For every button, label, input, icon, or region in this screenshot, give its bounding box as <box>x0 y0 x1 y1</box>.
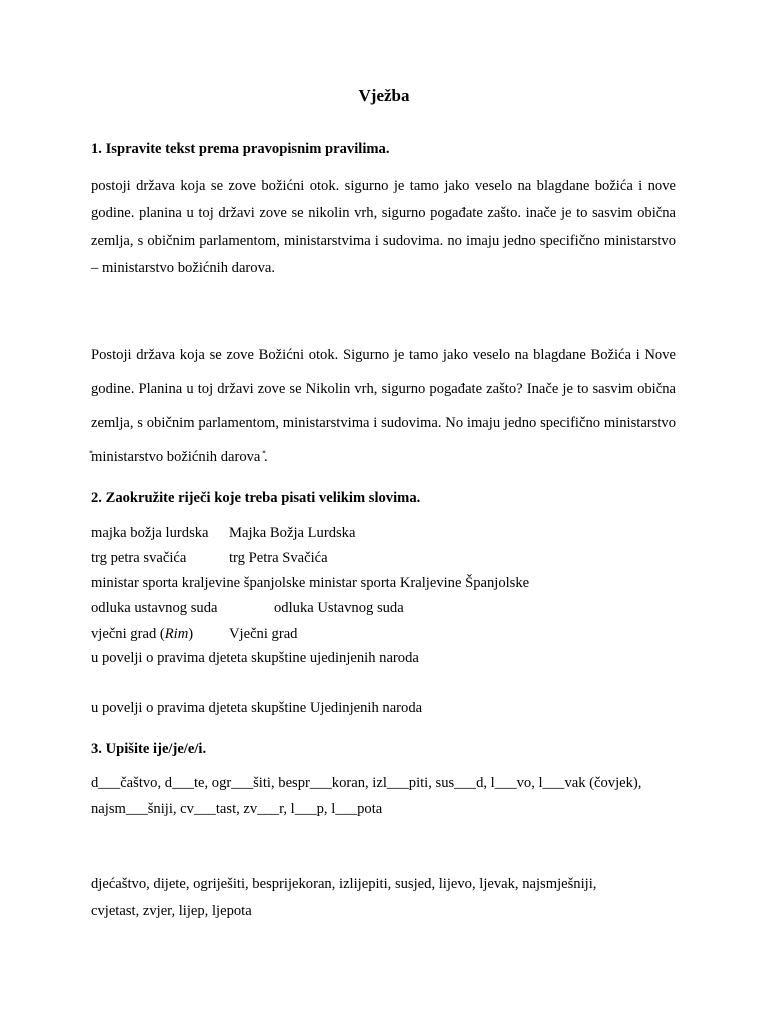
pair-right: Majka Božja Lurdska <box>229 525 356 541</box>
section-3-answer-line-2: cvjetast, zvjer, lijep, ljepota <box>91 903 252 919</box>
pair-right: odluka Ustavnog suda <box>274 600 404 616</box>
pair-right: trg Petra Svačića <box>229 550 328 566</box>
pair-row-4 <box>91 598 404 618</box>
pair-left: majka božja lurdska <box>91 525 209 541</box>
pair-left: trg petra svačića <box>91 550 187 566</box>
section-3-exercise-line-2: najsm___šniji, cv___tast, zv___r, l___p, l___pota <box>91 801 383 817</box>
section-3-heading: 3. Upišite ije/je/e/i. <box>91 741 207 757</box>
pair-left: odluka ustavnog suda <box>91 600 218 616</box>
pair-row-1 <box>91 523 356 543</box>
section-2-heading: 2. Zaokružite riječi koje treba pisati velikim slovima. <box>91 490 421 506</box>
pair-left: vječni grad (Rim) <box>91 626 194 642</box>
pair-left: ministar sporta kraljevine španjolske <box>91 575 306 591</box>
pair-row-5 <box>91 624 298 644</box>
document-title: Vježba <box>358 86 410 105</box>
pair-right: Vječni grad <box>229 626 298 642</box>
section-1-heading: 1. Ispravite tekst prema pravopisnim pravilima. <box>91 141 390 157</box>
section-1-original-text: postoji država koja se zove božićni otok. sigurno je tamo jako veselo na blagdane božića i nove godine. planina u toj državi zove se nikolin vrh, sigurno pogađate zašto. inače je to sasvim obična zemlja, s običnim parlamentom, ministarstvima i sudovima. no imaju jedno specifično ministarstvo – ministarstvo božićnih darova. <box>91 178 676 276</box>
section-3-answer-line-1: djećaštvo, dijete, ogriješiti, besprijekoran, izlijepiti, susjed, lijevo, ljevak, najsmješniji, <box>91 876 597 892</box>
section-2-corrected-line: u povelji o pravima djeteta skupštine Ujedinjenih naroda <box>91 700 423 716</box>
section-3-exercise-line-1: d___čaštvo, d___te, ogr___šiti, bespr___koran, izl___piti, sus___d, l___vo, l___vak (čovjek), <box>91 775 642 791</box>
section-2-original-line: u povelji o pravima djeteta skupštine ujedinjenih naroda <box>91 650 419 666</box>
section-1-corrected-text: Postoji država koja se zove Božićni otok. Sigurno je tamo jako veselo na blagdane Božića i Nove godine. Planina u toj državi zove se Nikolin vrh, sigurno pogađate zašto? Inače je to sasvim obična zemlja, s običnim parlamentom, ministarstvima i sudovima. No imaju jedno specifično ministarstvo ̎ministarstvo božićnih darova ̎. <box>91 347 676 465</box>
pair-right: ministar sporta Kraljevine Španjolske <box>309 575 530 591</box>
pair-row-3 <box>91 573 529 593</box>
pair-row-2 <box>91 548 328 568</box>
